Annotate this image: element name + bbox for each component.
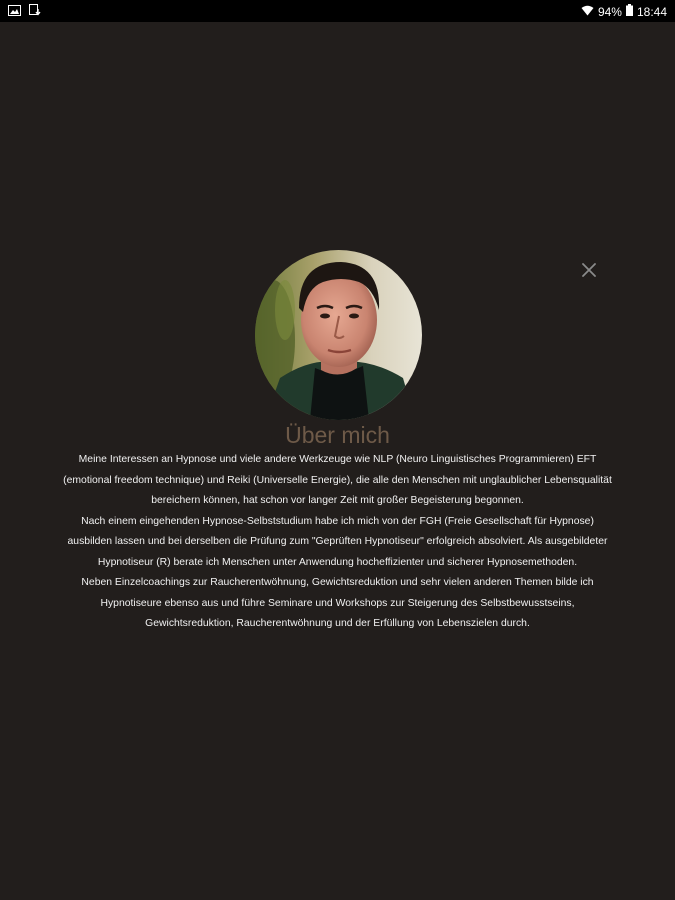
battery-percent: 94%	[597, 4, 622, 19]
download-icon	[29, 4, 42, 19]
gallery-icon	[8, 5, 21, 19]
close-button[interactable]	[578, 259, 600, 281]
battery-icon	[626, 4, 633, 19]
page-title: Über mich	[285, 422, 390, 448]
status-bar	[0, 0, 675, 22]
close-icon	[582, 263, 596, 277]
wifi-icon	[581, 5, 594, 19]
about-paragraph: Meine Interessen an Hypnose und viele andere Werkzeuge wie NLP (Neuro Linguistisches Programmieren) EFT (emotional freedom technique) und Reiki (Universelle Energie), die alle den Menschen mit unglaublicher Lebensqualität bereichern können, hat schon vor langer Zeit mit großer Begeisterung begonnen.	[63, 454, 612, 506]
status-left	[8, 4, 42, 19]
about-text	[60, 450, 615, 635]
about-paragraph: Nach einem eingehenden Hypnose-Selbststudium habe ich mich von der FGH (Freie Gesellschaft für Hypnose) ausbilden lassen und bei derselben die Prüfung zum "Geprüften Hypnotiseur" erfolgreich absolviert. Als ausgebildeter Hypnotiseur (R) berate ich Menschen unter Anwendung hocheffizienter und sicherer Hypnosemethoden.	[67, 515, 608, 568]
about-paragraph: Neben Einzelcoachings zur Raucherentwöhnung, Gewichtsreduktion und sehr vielen anderen Themen bilde ich Hypnotiseure ebenso aus und führe Seminare und Workshops zur Steigerung des Selbstbewusstseins, Gewichtsreduktion, Raucherentwöhnung und der Erfüllung von Lebenszielen durch.	[81, 577, 594, 629]
status-right	[581, 4, 667, 19]
avatar	[255, 250, 422, 420]
clock: 18:44	[636, 4, 667, 19]
